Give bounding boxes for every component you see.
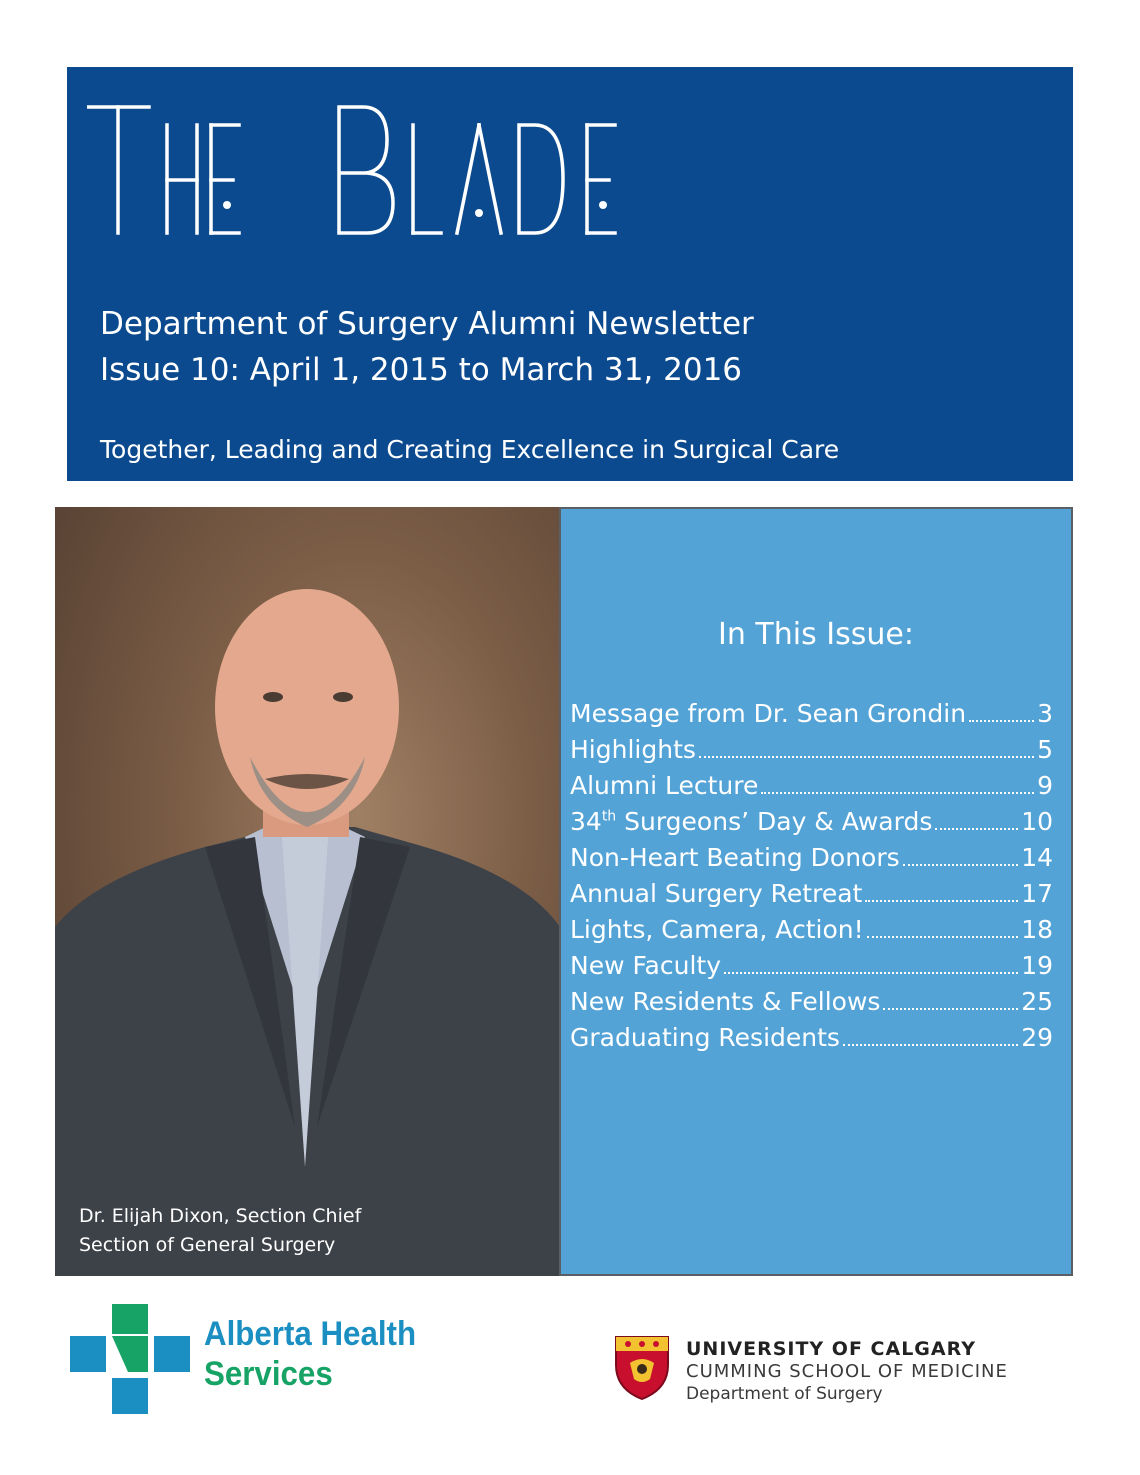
photo-caption xyxy=(79,1202,361,1260)
ahs-wordmark xyxy=(204,1314,416,1394)
dot-leader xyxy=(903,864,1019,866)
toc-item-page: 10 xyxy=(1021,807,1053,836)
newsletter-title-logo xyxy=(87,85,687,285)
toc-item[interactable] xyxy=(570,771,1053,807)
toc-item-page: 18 xyxy=(1021,915,1053,944)
dot-leader xyxy=(724,972,1018,974)
ahs-cross-icon xyxy=(70,1304,190,1414)
toc-item-label: Non-Heart Beating Donors xyxy=(570,843,900,872)
toc-item[interactable] xyxy=(570,915,1053,951)
newsletter-subtitle xyxy=(100,301,754,393)
university-of-calgary-logo xyxy=(614,1335,1084,1415)
uc-line3: Department of Surgery xyxy=(686,1384,883,1404)
toc-item[interactable] xyxy=(570,699,1053,735)
toc-item-page: 9 xyxy=(1037,771,1053,800)
caption-line1: Dr. Elijah Dixon, Section Chief xyxy=(79,1205,362,1227)
toc-item-label: Annual Surgery Retreat xyxy=(570,879,863,908)
toc-item-label-superscript: th xyxy=(601,808,617,825)
dot-leader xyxy=(883,1008,1018,1010)
ahs-line1: Alberta Health xyxy=(204,1315,417,1353)
dot-leader xyxy=(867,936,1019,938)
toc-item[interactable] xyxy=(570,987,1053,1023)
toc-heading: In This Issue: xyxy=(718,617,914,652)
toc-item[interactable] xyxy=(570,843,1053,879)
subtitle-line1: Department of Surgery Alumni Newsletter xyxy=(100,306,754,342)
caption-line2: Section of General Surgery xyxy=(79,1234,336,1256)
header-banner xyxy=(67,67,1073,481)
toc-list xyxy=(570,699,1053,1059)
toc-item-label-text: Surgeons’ Day & Awards xyxy=(616,807,933,836)
dot-leader xyxy=(935,828,1018,830)
toc-item-page: 3 xyxy=(1037,699,1053,728)
toc-item[interactable] xyxy=(570,807,1053,843)
toc-item-label: Highlights xyxy=(570,735,696,764)
toc-item-page: 17 xyxy=(1021,879,1053,908)
ahs-line2: Services xyxy=(204,1355,333,1393)
in-this-issue-box xyxy=(559,507,1073,1276)
toc-item-label xyxy=(570,807,932,836)
toc-item-label: New Residents & Fellows xyxy=(570,987,881,1016)
dot-leader xyxy=(761,792,1034,794)
toc-item[interactable] xyxy=(570,1023,1053,1059)
cover-photo xyxy=(55,507,560,1276)
toc-item-page: 14 xyxy=(1021,843,1053,872)
alberta-health-services-logo xyxy=(70,1304,470,1414)
dot-leader xyxy=(865,900,1018,902)
toc-item-page: 29 xyxy=(1021,1023,1053,1052)
toc-item[interactable] xyxy=(570,879,1053,915)
toc-item[interactable] xyxy=(570,951,1053,987)
uc-wordmark xyxy=(686,1337,1008,1405)
tagline: Together, Leading and Creating Excellence in Surgical Care xyxy=(100,435,840,464)
uc-line2: CUMMING SCHOOL OF MEDICINE xyxy=(686,1361,1008,1382)
toc-item-page: 5 xyxy=(1037,735,1053,764)
toc-item-label: Alumni Lecture xyxy=(570,771,759,800)
university-crest-icon xyxy=(614,1335,670,1401)
dot-leader xyxy=(699,756,1034,758)
uc-line1: UNIVERSITY OF CALGARY xyxy=(686,1338,976,1360)
dot-leader xyxy=(969,720,1034,722)
toc-item-label: New Faculty xyxy=(570,951,722,980)
dot-leader xyxy=(843,1044,1018,1046)
toc-item-page: 25 xyxy=(1021,987,1053,1016)
toc-item-label: Message from Dr. Sean Grondin xyxy=(570,699,967,728)
toc-item[interactable] xyxy=(570,735,1053,771)
toc-item-label-number: 34 xyxy=(570,807,602,836)
toc-item-label: Graduating Residents xyxy=(570,1023,840,1052)
portrait-illustration xyxy=(55,507,560,1276)
toc-item-page: 19 xyxy=(1021,951,1053,980)
subtitle-line2: Issue 10: April 1, 2015 to March 31, 2016 xyxy=(100,352,743,388)
toc-item-label: Lights, Camera, Action! xyxy=(570,915,864,944)
